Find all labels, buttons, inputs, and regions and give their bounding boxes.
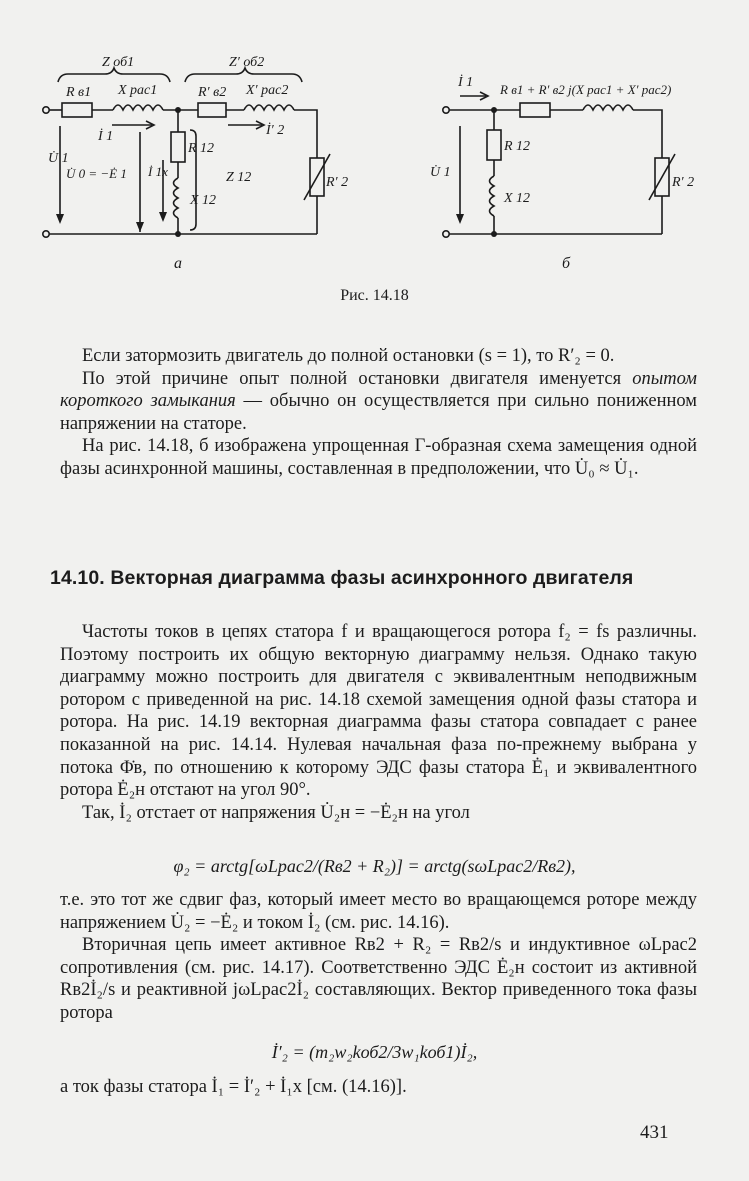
paragraph-2-italic: опытом короткого замыкания — [60, 368, 697, 412]
label-r2-a: R′ 2 — [326, 175, 349, 190]
label-u1-b: U̇ 1 — [430, 165, 451, 180]
paragraph-2 — [60, 368, 697, 436]
paragraph-4: Частоты токов в цепях статора f и вращающегося ротора f₂ = fs различны. Поэтому построить их общую векторную диаграмму нельзя. Однако такую диаграмму можно построить для двигателя с эквивалентным неподвижным ротором с приведенной на рис. 14.18 схемой замещения одной фазы статора и ротора. На рис. 14.19 векторная диаграмма фазы статора совпадает с ранее показанной на рис. 14.14. Нулевая начальная фаза по-прежнему выбрана у потока Φ̇в, по отношению к которому ЭДС фазы статора Ė₁ и эквивалентного ротора Ė₂н отстают на угол 90°. — [60, 622, 697, 801]
label-rv1: R в1 — [66, 85, 92, 100]
paragraph-1: Если затормозить двигатель до полной остановки (s = 1), то R′₂ = 0. — [82, 346, 615, 366]
paragraph-7: Вторичная цепь имеет активное Rв2 + R₂ = Rв2/s и индуктивное ωLрас2 сопротивления (см. рис. 14.17). Соответственно ЭДС Ė₂н состоит из активной Rв2İ₂/s и реактивной jωLрас2İ₂ составляющих. Вектор приведенного тока фазы ротора — [60, 935, 697, 1023]
label-xras2: X′ рас2 — [246, 83, 289, 98]
figure-caption: Рис. 14.18 — [340, 287, 409, 304]
figure-14-18 — [0, 0, 749, 290]
text-block-2 — [60, 621, 697, 824]
label-x12-b: X 12 — [504, 191, 531, 206]
text-block-1 — [60, 345, 697, 481]
section-heading: 14.10. Векторная диаграмма фазы асинхронного двигателя — [50, 567, 634, 589]
label-r12-a: R 12 — [188, 141, 215, 156]
formula-i2-prime: İ′₂ = (m₂w₂kоб2/3w₁kоб1)İ₂, — [271, 1042, 478, 1062]
label-r12-b: R 12 — [504, 139, 531, 154]
paragraph-5: Так, İ₂ отстает от напряжения U̇₂н = −Ė₂н на угол — [82, 802, 470, 823]
label-i1: İ 1 — [98, 129, 114, 144]
label-i1x: İ 1x — [148, 164, 168, 179]
circuit-b — [446, 96, 675, 234]
label-z12: Z 12 — [226, 170, 252, 185]
label-u1: U̇ 1 — [48, 151, 69, 166]
paragraph-3: На рис. 14.18, б изображена упрощенная Г-образная схема замещения одной фазы асинхронной машины, составленная в предположении, что U̇₀ ≈ U̇₁. — [60, 436, 697, 479]
page-number: 431 — [640, 1122, 669, 1143]
label-zob2: Z′ об2 — [229, 55, 265, 70]
label-xras1: X рас1 — [118, 83, 158, 98]
label-i2: İ′ 2 — [266, 123, 285, 138]
paragraph-8: а ток фазы статора İ₁ = İ′₂ + İ₁x [см. (14.16)]. — [60, 1077, 407, 1097]
label-u0: U̇ 0 = −Ė 1 — [66, 166, 127, 181]
paragraph-6: т.е. это тот же сдвиг фаз, который имеет место во вращающемся роторе между напряжением U̇₂ = −Ė₂ и током İ₂ (см. рис. 14.16). — [60, 890, 697, 933]
text-block-3 — [60, 889, 697, 1025]
panel-b-label: б — [562, 255, 571, 272]
paragraph-2-start: По этой причине опыт полной остановки двигателя именуется — [82, 368, 633, 389]
label-i1-b: İ 1 — [458, 75, 474, 90]
formula-phi2: φ₂ = arctg[ωLрас2/(Rв2 + R₂)] = arctg(sωLрас2/Rв2), — [173, 856, 576, 876]
paragraph-2-end: — обычно он осуществляется при сильно пониженном напряжении на статоре. — [60, 391, 697, 434]
label-x12-a: X 12 — [190, 193, 217, 208]
text-block-4 — [60, 1076, 697, 1099]
panel-a-label: а — [174, 255, 182, 272]
label-zob1: Z об1 — [102, 55, 135, 70]
label-series-b: R в1 + R′ в2 j(X рас1 + X′ рас2) — [500, 82, 672, 97]
label-r2-b: R′ 2 — [672, 175, 695, 190]
label-rv2: R′ в2 — [198, 85, 227, 100]
